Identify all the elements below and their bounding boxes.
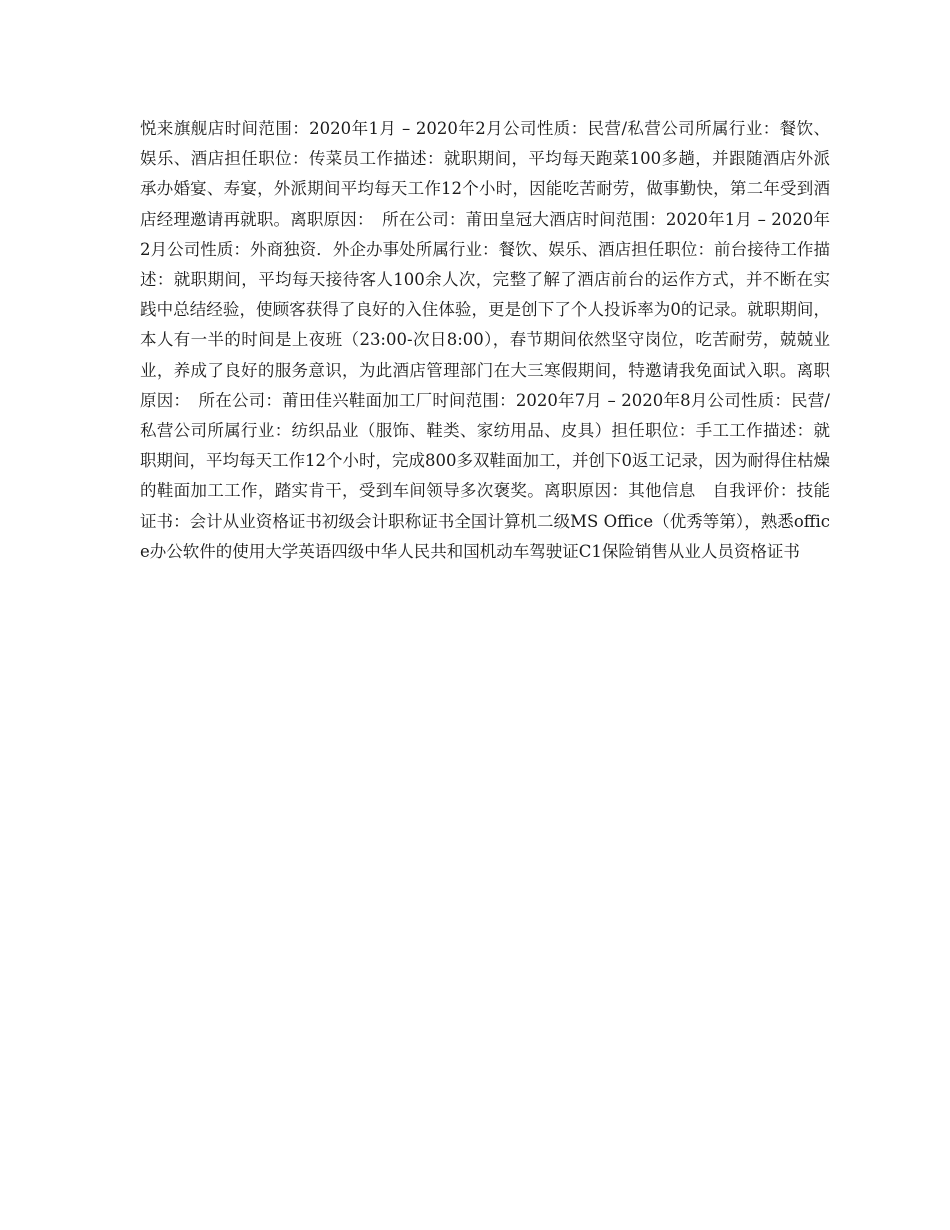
resume-body-text: 悦来旗舰店时间范围：2020年1月 – 2020年2月公司性质：民营/私营公司所属行业：餐饮、娱乐、酒店担任职位：传菜员工作描述：就职期间，平均每天跑菜100多趟，并跟随酒店外派承办婚宴、寿宴，外派期间平均每天工作12个小时，因能吃苦耐劳，做事勤快，第二年受到酒店经理邀请再就职。离职原因： 所在公司：莆田皇冠大酒店时间范围：2020年1月 – 2020年2月公司性质：外商独资．外企办事处所属行业：餐饮、娱乐、酒店担任职位：前台接待工作描述：就职期间，平均每天接待客人100余人次，完整了解了酒店前台的运作方式，并不断在实践中总结经验，使顾客获得了良好的入住体验，更是创下了个人投诉率为0的记录。就职期间，本人有一半的时间是上夜班（23:00-次日8:00），春节期间依然坚守岗位，吃苦耐劳，兢兢业业，养成了良好的服务意识，为此酒店管理部门在大三寒假期间，特邀请我免面试入职。离职原因： 所在公司：莆田佳兴鞋面加工厂时间范围：2020年7月 – 2020年8月公司性质：民营/私营公司所属行业：纺织品业（服饰、鞋类、家纺用品、皮具）担任职位：手工工作描述：就职期间，平均每天工作12个小时，完成800多双鞋面加工，并创下0返工记录，因为耐得住枯燥的鞋面加工工作，踏实肯干，受到车间领导多次褒奖。离职原因：其他信息 自我评价：技能证书：会计从业资格证书初级会计职称证书全国计算机二级MS Office（优秀等第），熟悉office办公软件的使用大学英语四级中华人民共和国机动车驾驶证C1保险销售从业人员资格证书: [140, 119, 830, 561]
